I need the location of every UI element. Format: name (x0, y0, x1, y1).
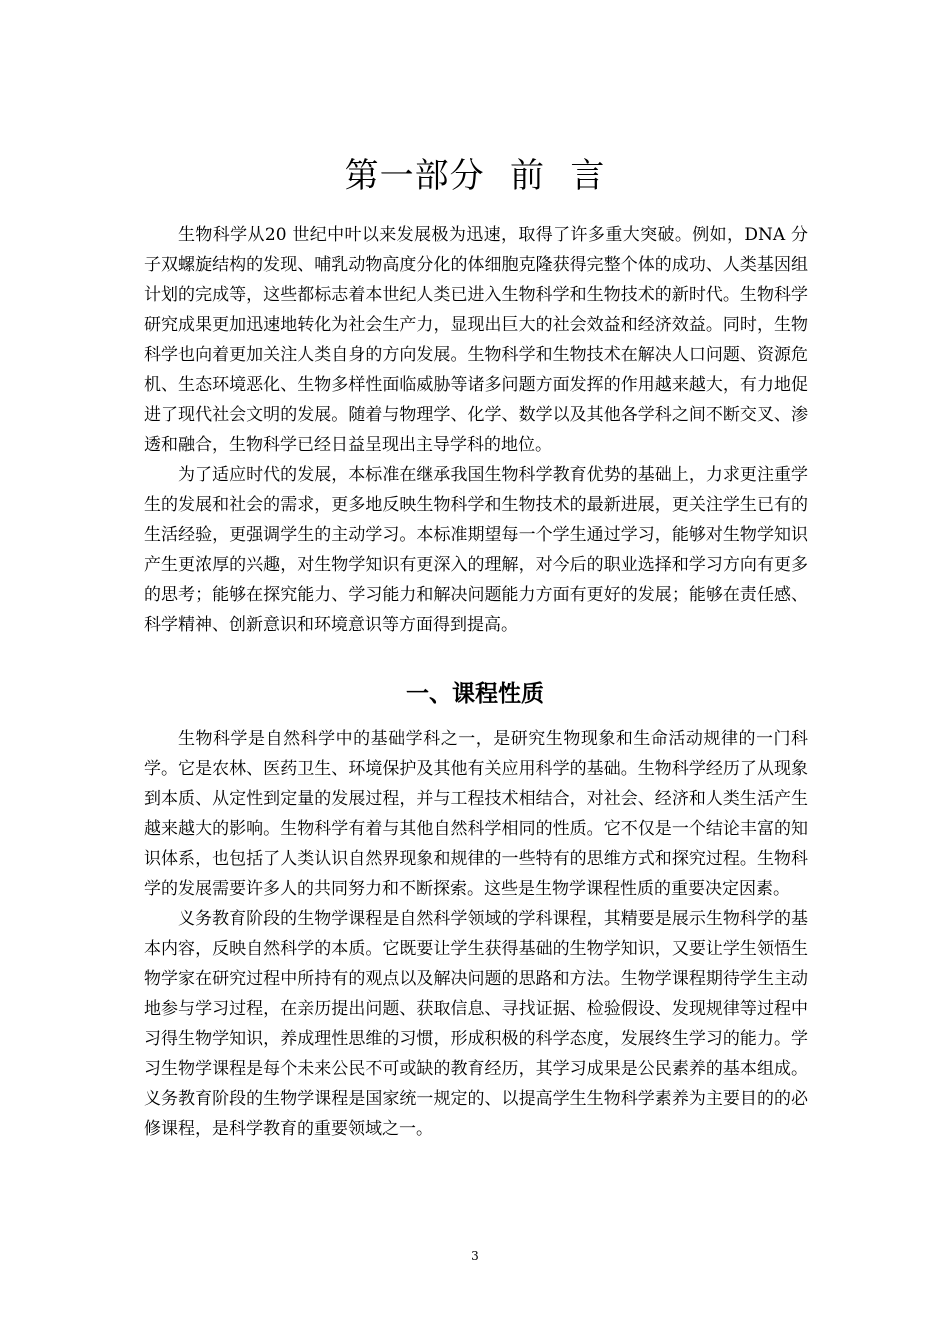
section-paragraph-2: 义务教育阶段的生物学课程是自然科学领域的学科课程，其精要是展示生物科学的基本内容，反映自然科学的本质。它既要让学生获得基础的生物学知识，又要让学生领悟生物学家在研究过程中所持有的观点以及解决问题的思路和方法。生物学课程期待学生主动地参与学习过程，在亲历提出问题、获取信息、寻找证据、检验假设、发现规律等过程中习得生物学知识，养成理性思维的习惯，形成积极的科学态度，发展终生学习的能力。学习生物学课程是每个未来公民不可或缺的教育经历，其学习成果是公民素养的基本组成。义务教育阶段的生物学课程是国家统一规定的、以提高学生生物科学素养为主要目的的必修课程，是科学教育的重要领域之一。 (144, 909, 808, 1139)
page-title: 第一部分 前 言 (344, 156, 606, 196)
intro-paragraph-2: 为了适应时代的发展，本标准在继承我国生物科学教育优势的基础上，力求更注重学生的发展和社会的需求，更多地反映生物科学和生物技术的最新进展，更关注学生已有的生活经验，更强调学生的主动学习。本标准期望每一个学生通过学习，能够对生物学知识产生更浓厚的兴趣，对生物学知识有更深入的理解，对今后的职业选择和学习方向有更多的思考；能够在探究能力、学习能力和解决问题能力方面有更好的发展；能够在责任感、科学精神、创新意识和环境意识等方面得到提高。 (144, 465, 808, 635)
page-number: 3 (471, 1249, 479, 1263)
intro-paragraph-1: 生物科学从20 世纪中叶以来发展极为迅速，取得了许多重大突破。例如，DNA 分子双螺旋结构的发现、哺乳动物高度分化的体细胞克隆获得完整个体的成功、人类基因组计划的完成等，这些都标志着本世纪人类已进入生物科学和生物技术的新时代。生物科学研究成果更加迅速地转化为社会生产力，显现出巨大的社会效益和经济效益。同时，生物科学也向着更加关注人类自身的方向发展。生物科学和生物技术在解决人口问题、资源危机、生态环境恶化、生物多样性面临威胁等诸多问题方面发挥的作用越来越大，有力地促进了现代社会文明的发展。随着与物理学、化学、数学以及其他各学科之间不断交叉、渗透和融合，生物科学已经日益呈现出主导学科的地位。 (144, 225, 808, 455)
section-heading: 一、课程性质 (406, 681, 544, 707)
intro-section (144, 220, 808, 640)
section-paragraph-1: 生物科学是自然科学中的基础学科之一，是研究生物现象和生命活动规律的一门科学。它是农林、医药卫生、环境保护及其他有关应用科学的基础。生物科学经历了从现象到本质、从定性到定量的发展过程，并与工程技术相结合，对社会、经济和人类生活产生越来越大的影响。生物科学有着与其他自然科学相同的性质。它不仅是一个结论丰富的知识体系，也包括了人类认识自然界现象和规律的一些特有的思维方式和探究过程。生物科学的发展需要许多人的共同努力和不断探索。这些是生物学课程性质的重要决定因素。 (144, 729, 808, 899)
course-nature-section (144, 724, 808, 1144)
